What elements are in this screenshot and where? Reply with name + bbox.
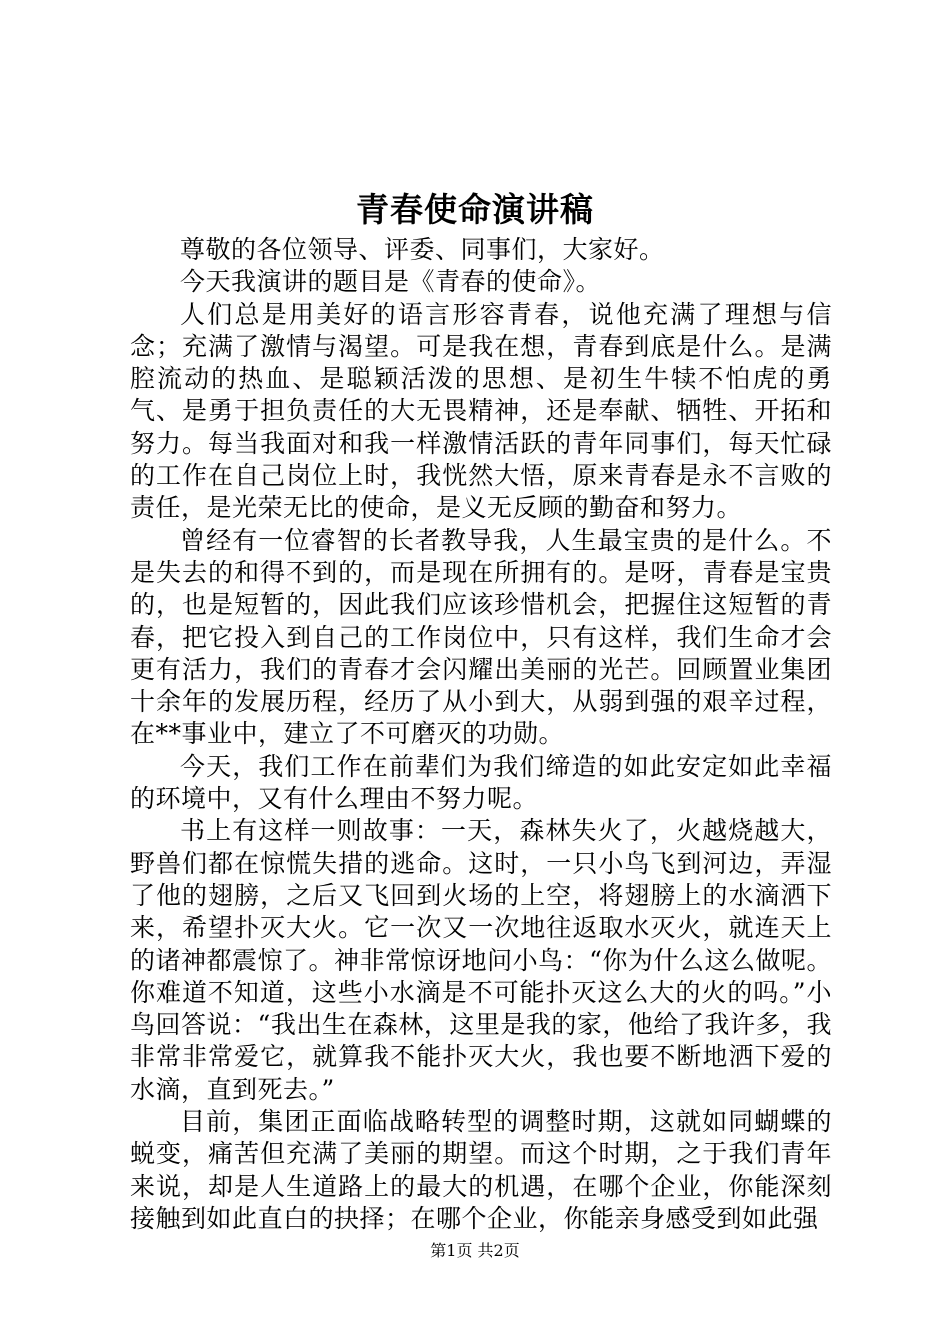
paragraph-topic: 今天我演讲的题目是《青春的使命》。	[180, 267, 602, 297]
page-footer	[0, 1240, 950, 1262]
paragraph-elder-advice: 曾经有一位睿智的长者教导我，人生最宝贵的是什么。不是失去的和得不到的，而是现在所拥有的。是呀，青春是宝贵的，也是短暂的，因此我们应该珍惜机会，把握住这短暂的青春，把它投入到自己的工作岗位中，只有这样，我们生命才会更有活力，我们的青春才会闪耀出美丽的光芒。回顾置业集团十余年的发展历程，经历了从小到大，从弱到强的艰辛过程，在**事业中，建立了不可磨灭的功勋。	[130, 525, 832, 749]
document-body	[130, 234, 832, 1235]
page-number: 第1页 共2页	[430, 1241, 520, 1260]
paragraph-transition: 目前，集团正面临战略转型的调整时期，这就如同蝴蝶的蜕变，痛苦但充满了美丽的期望。而这个时期，之于我们青年来说，却是人生道路上的最大的机遇，在哪个企业，你能深刻接触到如此直白的抉择；在哪个企业，你能亲身感受到如此强	[130, 1107, 832, 1233]
paragraph-bird-story: 书上有这样一则故事：一天，森林失火了，火越烧越大，野兽们都在惊慌失措的逃命。这时，一只小鸟飞到河边，弄湿了他的翅膀，之后又飞回到火场的上空，将翅膀上的水滴洒下来，希望扑灭大火。它一次又一次地往返取水灭火，就连天上的诸神都震惊了。神非常惊讶地问小鸟：“你为什么这么做呢。你难道不知道，这些小水滴是不可能扑灭这么大的火的吗。”小鸟回答说：“我出生在森林，这里是我的家，他给了我许多，我非常非常爱它，就算我不能扑灭大火，我也要不断地洒下爱的水滴，直到死去。”	[130, 816, 832, 1104]
paragraph-today: 今天，我们工作在前辈们为我们缔造的如此安定如此幸福的环境中，又有什么理由不努力呢。	[130, 751, 832, 814]
paragraph-youth-definition: 人们总是用美好的语言形容青春，说他充满了理想与信念；充满了激情与渴望。可是我在想，青春到底是什么。是满腔流动的热血、是聪颖活泼的思想、是初生牛犊不怕虎的勇气、是勇于担负责任的大无畏精神，还是奉献、牺牲、开拓和努力。每当我面对和我一样激情活跃的青年同事们，每天忙碌的工作在自己岗位上时，我恍然大悟，原来青春是永不言败的责任，是光荣无比的使命，是义无反顾的勤奋和努力。	[130, 299, 832, 523]
document-title: 青春使命演讲稿	[356, 190, 594, 229]
paragraph-greeting: 尊敬的各位领导、评委、同事们，大家好。	[180, 235, 665, 264]
